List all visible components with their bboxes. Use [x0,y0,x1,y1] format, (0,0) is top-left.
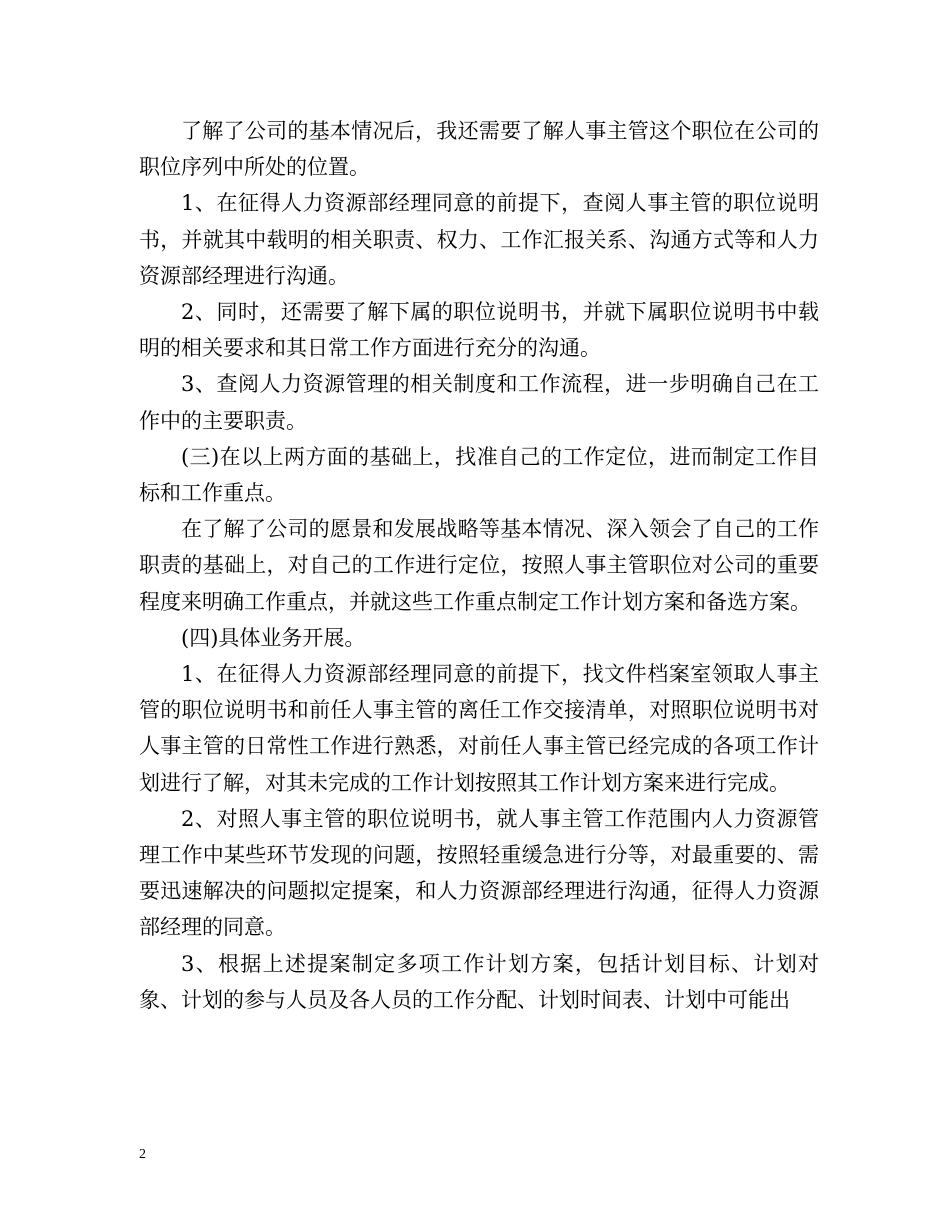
paragraph-item-2-subordinate-review: 2、同时，还需要了解下属的职位说明书，并就下属职位说明书中载明的相关要求和其日常工作方面进行充分的沟通。 [139,300,819,361]
document-body [139,113,819,1018]
page-number: 2 [139,1147,146,1162]
paragraph-work-positioning: 在了解了公司的愿景和发展战略等基本情况、深入领会了自己的工作职责的基础上，对自己的工作进行定位，按照人事主管职位对公司的重要程度来明确工作重点，并就这些工作重点制定工作计划方案和备选方案。 [139,517,819,614]
paragraph-section-4-heading: (四)具体业务开展。 [181,625,366,650]
paragraph-business-item-3: 3、根据上述提案制定多项工作计划方案，包括计划目标、计划对象、计划的参与人员及各人员的工作分配、计划时间表、计划中可能出 [139,951,819,1012]
paragraph-intro: 了解了公司的基本情况后，我还需要了解人事主管这个职位在公司的职位序列中所处的位置。 [139,119,819,180]
paragraph-item-1-position-review: 1、在征得人力资源部经理同意的前提下，查阅人事主管的职位说明书，并就其中载明的相关职责、权力、工作汇报关系、沟通方式等和人力资源部经理进行沟通。 [139,191,819,288]
paragraph-item-3-process-review: 3、查阅人力资源管理的相关制度和工作流程，进一步明确自己在工作中的主要职责。 [139,372,819,433]
paragraph-business-item-2: 2、对照人事主管的职位说明书，就人事主管工作范围内人力资源管理工作中某些环节发现的问题，按照轻重缓急进行分等，对最重要的、需要迅速解决的问题拟定提案，和人力资源部经理进行沟通，征得人力资源部经理的同意。 [139,806,819,940]
paragraph-section-3-heading: (三)在以上两方面的基础上，找准自己的工作定位，进而制定工作目标和工作重点。 [139,444,819,506]
paragraph-business-item-1: 1、在征得人力资源部经理同意的前提下，找文件档案室领取人事主管的职位说明书和前任人事主管的离任工作交接清单，对照职位说明书对人事主管的日常性工作进行熟悉，对前任人事主管已经完成的各项工作计划进行了解，对其未完成的工作计划按照其工作计划方案来进行完成。 [139,662,819,795]
